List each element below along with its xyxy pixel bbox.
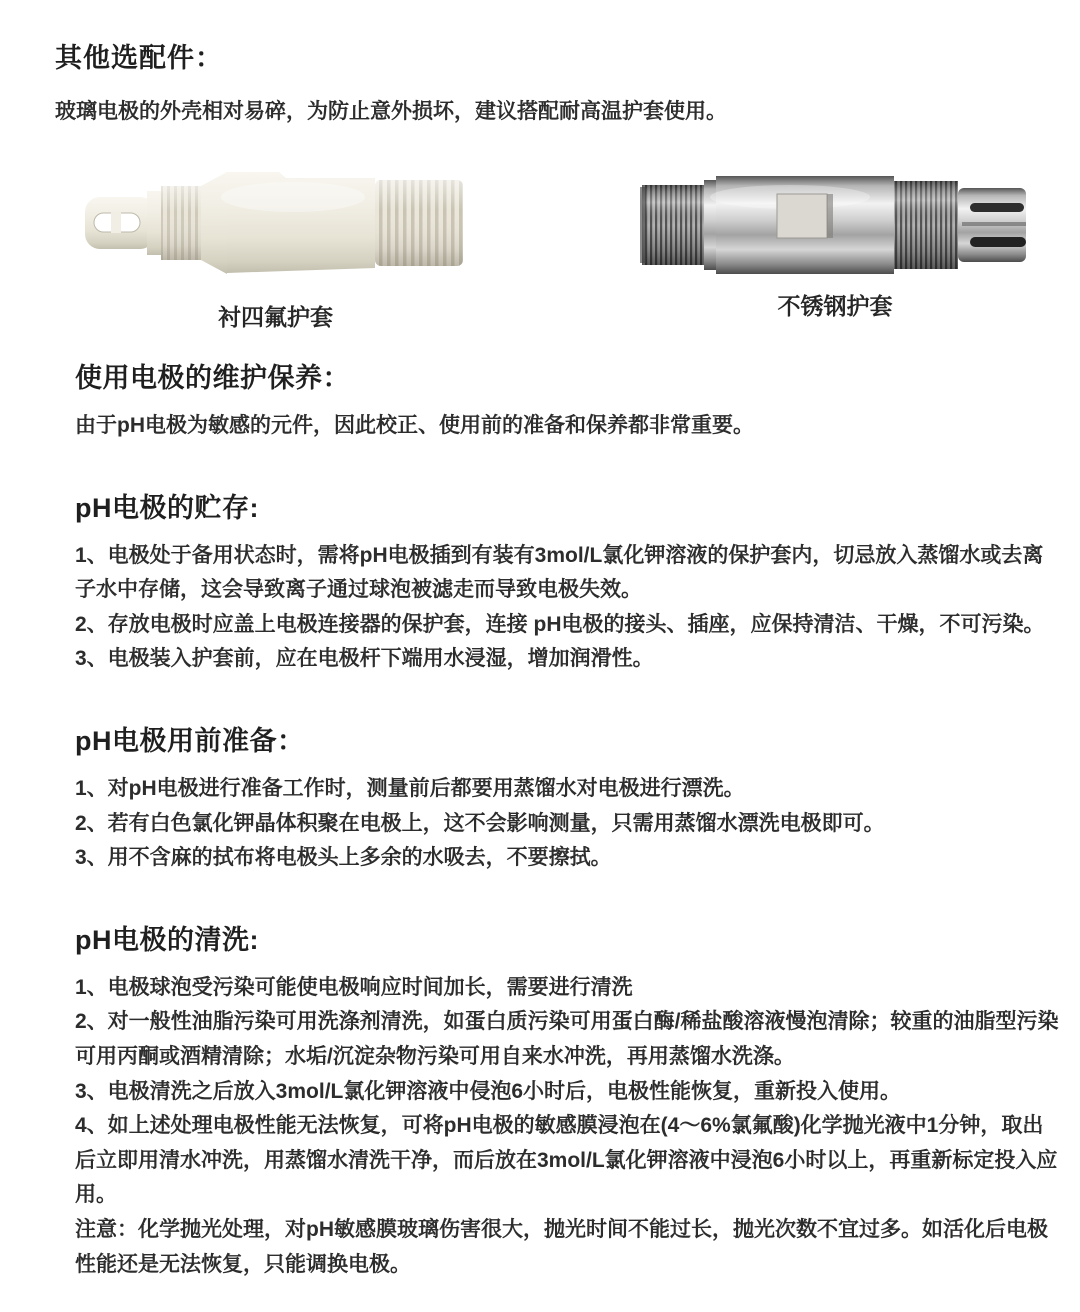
preparation-title: pH电极用前准备： (75, 725, 305, 756)
storage-item-1: 1、电极处于备用状态时，需将pH电极插到有装有3mol/L氯化钾溶液的保护套内，切忌放入蒸馏水或去离子水中存储，这会导致离子通过球泡被滤走而导致电极失效。 (75, 543, 1044, 602)
ptfe-sleeve-label: 衬四氟护套 (218, 304, 333, 330)
cleaning-item-3: 3、电极清洗之后放入3mol/L氯化钾溶液中侵泡6小时后，电极性能恢复，重新投入使用。 (75, 1079, 902, 1103)
storage-section (75, 486, 1062, 677)
accessories-section (55, 36, 1062, 332)
preparation-item-3: 3、用不含麻的拭布将电极头上多余的水吸去，不要擦拭。 (75, 846, 612, 870)
cleaning-title: pH电极的清洗: (75, 924, 259, 955)
maintenance-intro: 由于pH电极为敏感的元件，因此校正、使用前的准备和保养都非常重要。 (75, 414, 754, 437)
maintenance-section (75, 356, 1062, 444)
products-row (55, 161, 1062, 332)
storage-title: pH电极的贮存: (75, 492, 259, 523)
product-ptfe-sleeve (83, 161, 468, 332)
accessories-title: 其他选配件： (55, 43, 223, 73)
accessories-intro: 玻璃电极的外壳相对易碎，为防止意外损坏，建议搭配耐高温护套使用。 (55, 100, 727, 123)
cleaning-item-4: 4、如上述处理电极性能无法恢复，可将pH电极的敏感膜浸泡在(4～6%氯氟酸)化学抛光液中1分钟，取出后立即用清水冲洗，用蒸馏水清洗干净，而后放在3mol/L氯化钾溶液中浸泡6小时以上，再重新标定投入应用。 (75, 1114, 1058, 1207)
product-stainless-sleeve (640, 161, 1030, 321)
cleaning-item-2: 2、对一般性油脂污染可用洗涤剂清洗，如蛋白质污染可用蛋白酶/稀盐酸溶液慢泡清除；较重的油脂型污染可用丙酮或酒精清除；水垢/沉淀杂物污染可用自来水冲洗，再用蒸馏水洗涤。 (75, 1010, 1059, 1068)
cleaning-item-1: 1、电极球泡受污染可能使电极响应时间加长，需要进行清洗 (75, 975, 633, 999)
stainless-sleeve-label: 不锈钢护套 (777, 293, 893, 319)
cleaning-note: 注意：化学抛光处理，对pH敏感膜玻璃伤害很大，抛光时间不能过长，抛光次数不宜过多。如活化后电极性能还是无法恢复，只能调换电极。 (75, 1217, 1048, 1276)
storage-item-2: 2、存放电极时应盖上电极连接器的保护套，连接 pH电极的接头、插座，应保持清洁、干燥，不可污染。 (75, 612, 1045, 636)
cleaning-section (75, 918, 1062, 1282)
storage-item-3: 3、电极装入护套前，应在电极杆下端用水浸湿，增加润滑性。 (75, 647, 654, 671)
preparation-item-2: 2、若有白色氯化钾晶体积聚在电极上，这不会影响测量，只需用蒸馏水漂洗电极即可。 (75, 811, 885, 835)
stainless-sleeve-image (640, 161, 1030, 280)
preparation-section (75, 719, 1062, 876)
ptfe-sleeve-image (83, 161, 468, 291)
preparation-item-1: 1、对pH电极进行准备工作时，测量前后都要用蒸馏水对电极进行漂洗。 (75, 776, 745, 800)
maintenance-title: 使用电极的维护保养： (75, 363, 350, 393)
